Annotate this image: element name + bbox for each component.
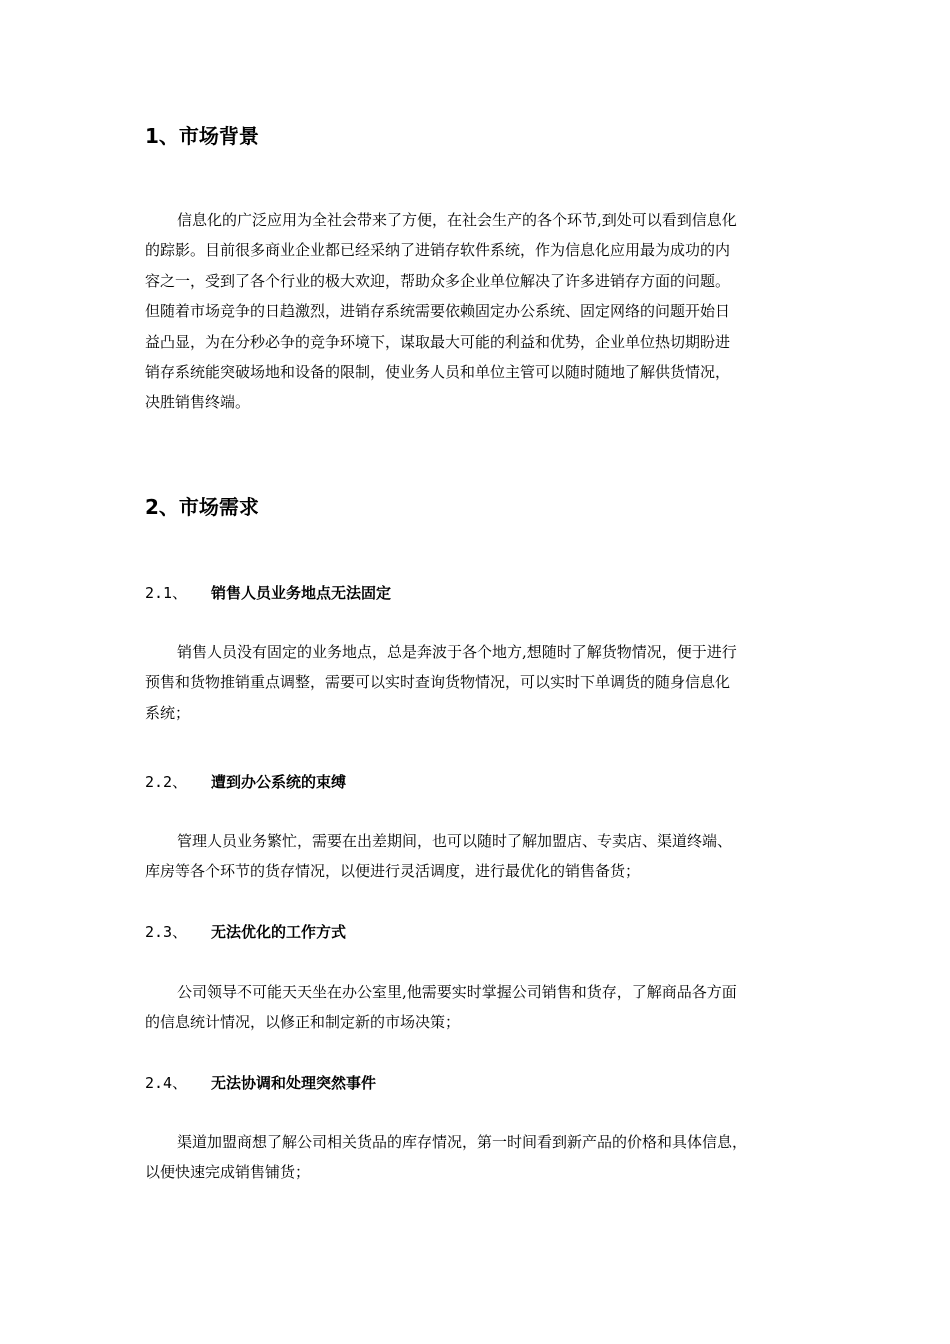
subsection-2-1-paragraph xyxy=(145,637,825,728)
subsection-title: 无法优化的工作方式 xyxy=(211,923,347,941)
subsection-title: 遭到办公系统的束缚 xyxy=(211,773,347,791)
paragraph-line: 决胜销售终端。 xyxy=(145,393,251,412)
paragraph-line: 库房等各个环节的货存情况，以便进行灵活调度，进行最优化的销售备货； xyxy=(145,862,641,881)
subsection-number: 2.1、 xyxy=(145,584,188,602)
subsection-title: 无法协调和处理突然事件 xyxy=(211,1074,377,1092)
paragraph-line: 容之一，受到了各个行业的极大欢迎，帮助众多企业单位解决了许多进销存方面的问题。 xyxy=(145,271,731,290)
paragraph-line: 益凸显，为在分秒必争的竞争环境下，谋取最大可能的利益和优势，企业单位热切期盼进 xyxy=(145,332,731,351)
subsection-2-2-heading xyxy=(145,772,346,792)
subsection-2-1-heading xyxy=(145,583,391,603)
paragraph-line: 销售人员没有固定的业务地点，总是奔波于各个地方,想随时了解货物情况，便于进行 xyxy=(177,643,737,661)
section-1-heading: 1、市场背景 xyxy=(145,124,259,148)
paragraph-line: 系统； xyxy=(145,703,191,722)
paragraph-line: 以便快速完成销售铺货； xyxy=(145,1163,311,1182)
subsection-2-2-paragraph xyxy=(145,826,825,887)
subsection-number: 2.3、 xyxy=(145,923,188,941)
subsection-number: 2.4、 xyxy=(145,1074,188,1092)
paragraph-line: 信息化的广泛应用为全社会带来了方便，在社会生产的各个环节,到处可以看到信息化 xyxy=(177,211,737,229)
subsection-number: 2.2、 xyxy=(145,773,188,791)
paragraph-line: 销存系统能突破场地和设备的限制，使业务人员和单位主管可以随时随地了解供货情况， xyxy=(145,363,731,382)
paragraph-line: 预售和货物推销重点调整，需要可以实时查询货物情况，可以实时下单调货的随身信息化 xyxy=(145,673,731,692)
paragraph-line: 管理人员业务繁忙，需要在出差期间，也可以随时了解加盟店、专卖店、渠道终端、 xyxy=(177,832,733,850)
section-1-paragraph xyxy=(145,205,825,418)
paragraph-line: 公司领导不可能天天坐在办公室里,他需要实时掌握公司销售和货存，了解商品各方面 xyxy=(177,983,737,1001)
subsection-title: 销售人员业务地点无法固定 xyxy=(211,584,392,602)
subsection-2-4-paragraph xyxy=(145,1127,825,1188)
paragraph-line: 渠道加盟商想了解公司相关货品的库存情况，第一时间看到新产品的价格和具体信息， xyxy=(177,1133,748,1151)
paragraph-line: 的信息统计情况，以修正和制定新的市场决策； xyxy=(145,1013,461,1032)
section-2-heading: 2、市场需求 xyxy=(145,495,259,519)
paragraph-line: 但随着市场竞争的日趋激烈，进销存系统需要依赖固定办公系统、固定网络的问题开始日 xyxy=(145,302,731,321)
subsection-2-3-heading xyxy=(145,922,346,942)
subsection-2-3-paragraph xyxy=(145,977,825,1038)
subsection-2-4-heading xyxy=(145,1073,376,1093)
paragraph-line: 的踪影。目前很多商业企业都已经采纳了进销存软件系统，作为信息化应用最为成功的内 xyxy=(145,241,731,260)
